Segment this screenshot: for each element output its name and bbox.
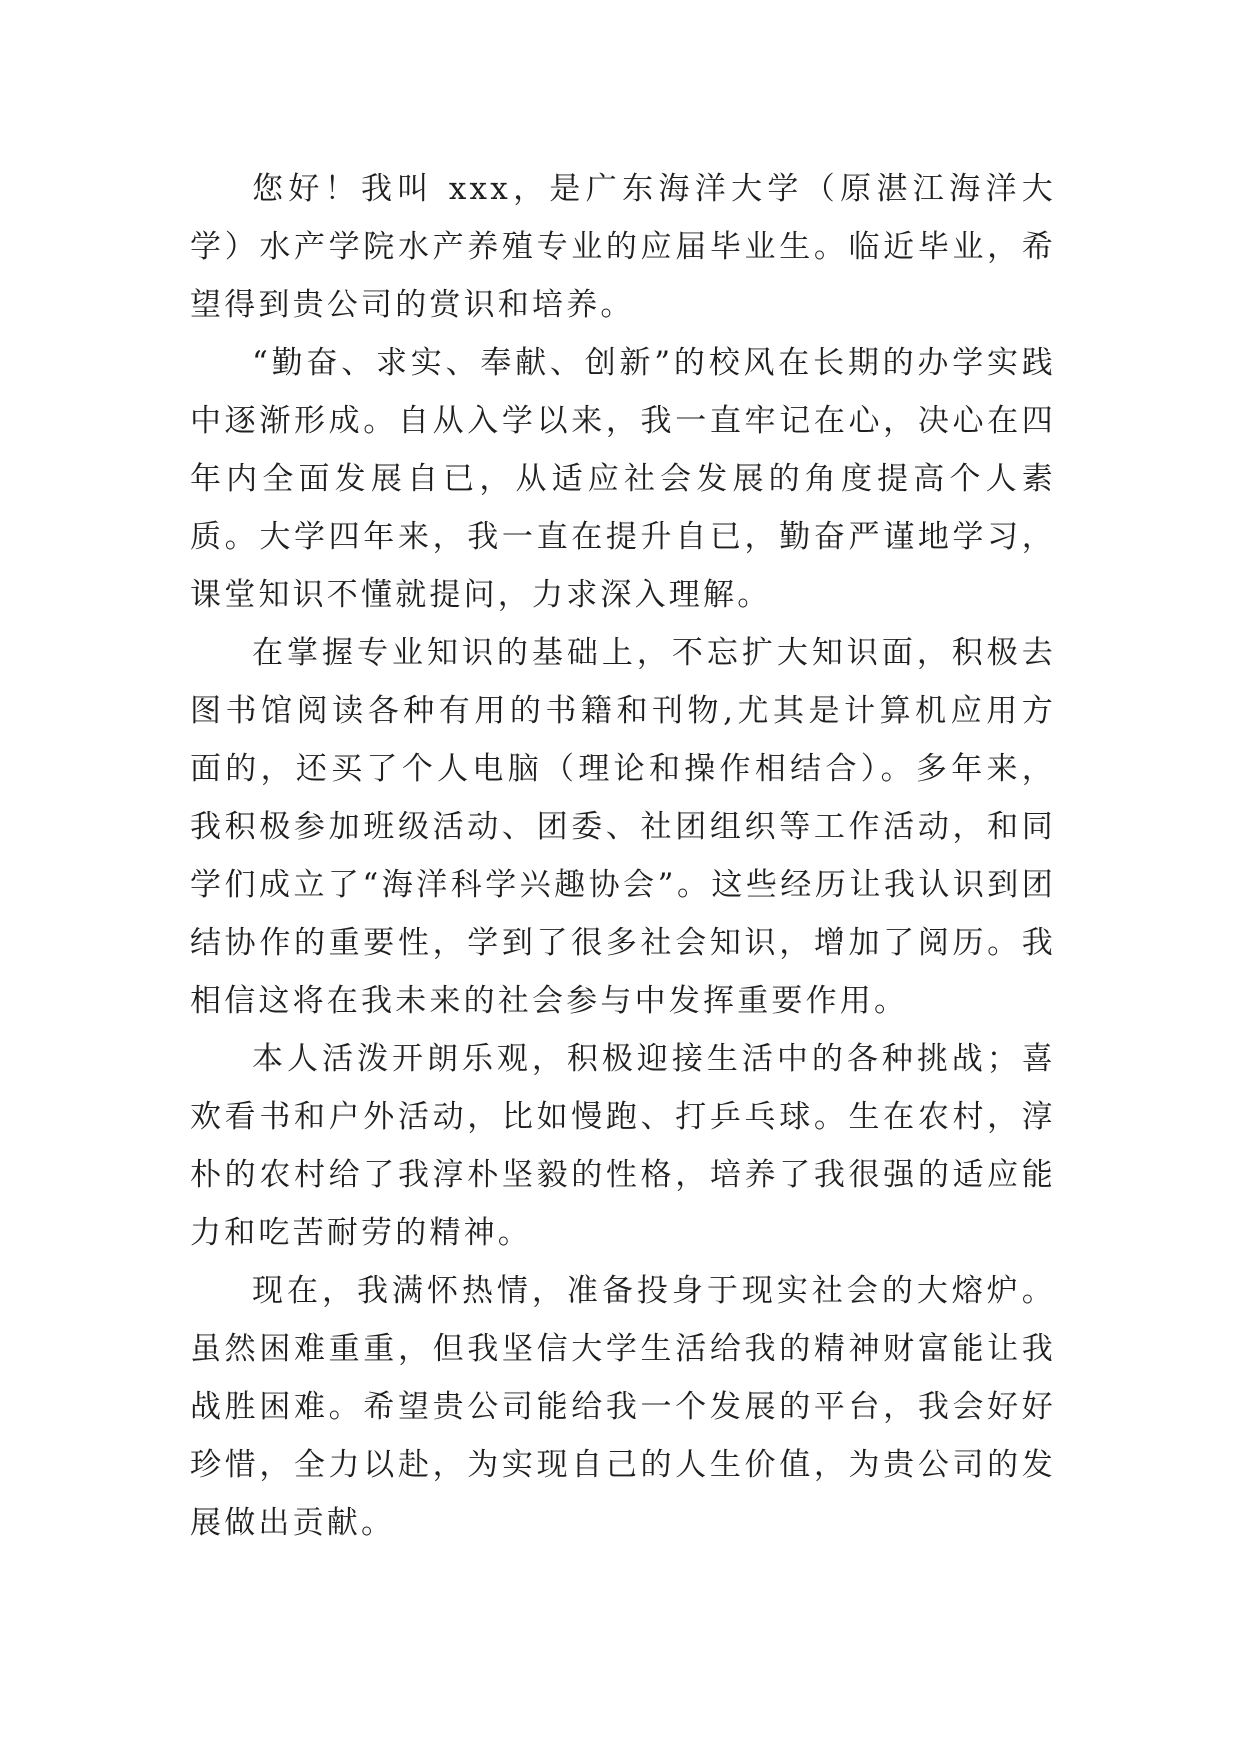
- paragraph-closing: 现在，我满怀热情，准备投身于现实社会的大熔炉。虽然困难重重，但我坚信大学生活给我的精神财富能让我战胜困难。希望贵公司能给我一个发展的平台，我会好好珍惜，全力以赴，为实现自己的人生价值，为贵公司的发展做出贡献。: [190, 1273, 1056, 1541]
- paragraph-knowledge-activities: 在掌握专业知识的基础上，不忘扩大知识面，积极去图书馆阅读各种有用的书籍和刊物,尤其是计算机应用方面的，还买了个人电脑（理论和操作相结合）。多年来，我积极参加班级活动、团委、社团组织等工作活动，和同学们成立了“海洋科学兴趣协会”。这些经历让我认识到团结协作的重要性，学到了很多社会知识，增加了阅历。我相信这将在我未来的社会参与中发挥重要作用。: [190, 635, 1056, 1019]
- paragraph-greeting: 您好！我叫 xxx，是广东海洋大学（原湛江海洋大学）水产学院水产养殖专业的应届毕业生。临近毕业，希望得到贵公司的赏识和培养。: [190, 171, 1056, 323]
- paragraph-school-motto: “勤奋、求实、奉献、创新”的校风在长期的办学实践中逐渐形成。自从入学以来，我一直牢记在心，决心在四年内全面发展自已，从适应社会发展的角度提高个人素质。大学四年来，我一直在提升自已，勤奋严谨地学习，课堂知识不懂就提问，力求深入理解。: [190, 345, 1056, 613]
- paragraph-personality: 本人活泼开朗乐观，积极迎接生活中的各种挑战；喜欢看书和户外活动，比如慢跑、打乒乓球。生在农村，淳朴的农村给了我淳朴坚毅的性格，培养了我很强的适应能力和吃苦耐劳的精神。: [190, 1041, 1056, 1251]
- cover-letter-body: [190, 160, 1056, 1552]
